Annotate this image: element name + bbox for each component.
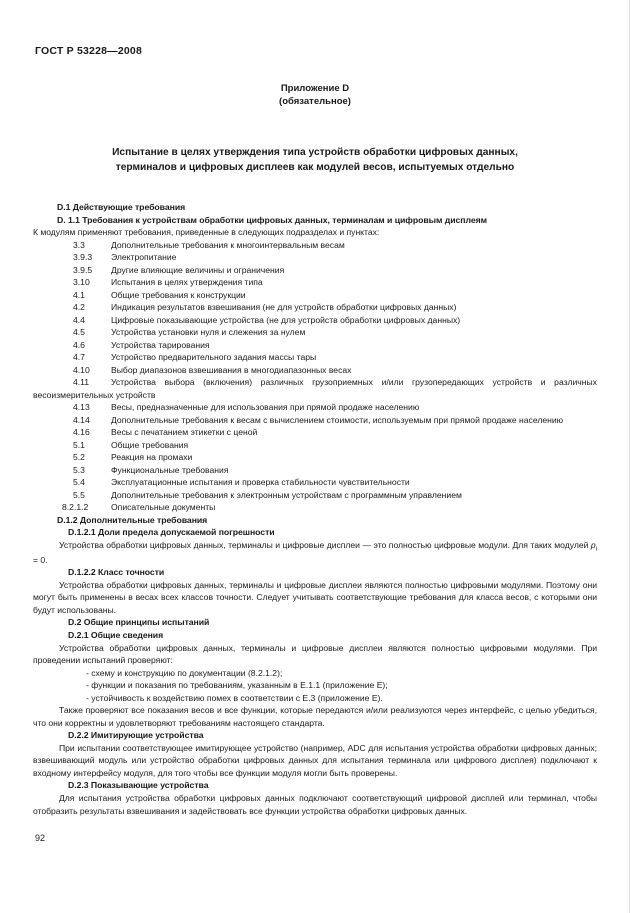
- symbol-p: p: [590, 540, 596, 551]
- requirement-label: Устройство предварительного задания массы тары: [111, 352, 317, 363]
- requirement-label: Реакция на промахи: [111, 452, 193, 463]
- requirement-number: 4.6: [73, 339, 85, 350]
- requirement-number: 3.9.5: [73, 264, 93, 275]
- requirement-row: [33, 489, 597, 502]
- document-body: [33, 201, 597, 817]
- requirement-row: [33, 476, 597, 489]
- requirement-number: 3.9.3: [73, 252, 93, 263]
- heading-d1: D.1 Действующие требования: [57, 201, 186, 212]
- requirement-row: [33, 301, 597, 314]
- paragraph-d2-1-second: Также проверяют все показания весов и все функции, которые передаются и/или реализуются через интерфейс, с целью убедиться, что они корректны и удовлетворяют требованиям настоящего стандарта.: [33, 705, 597, 728]
- requirement-row: [33, 364, 597, 377]
- heading-d2-3: D.2.3 Показывающие устройства: [68, 780, 209, 791]
- requirement-label: Устройства тарирования: [111, 339, 210, 350]
- check-item: - схему и конструкцию по документации (8.2.1.2);: [86, 667, 283, 678]
- requirement-label: Цифровые показывающие устройства (не для устройств обработки цифровых данных): [111, 314, 461, 325]
- heading-d1-2-2: D.1.2.2 Класс точности: [68, 567, 165, 578]
- requirement-number: 5.4: [73, 477, 85, 488]
- requirement-number: 3.10: [73, 277, 90, 288]
- requirement-number: 4.11: [73, 377, 90, 388]
- heading-d2-1: D.2.1 Общие сведения: [68, 630, 164, 641]
- requirement-row: [33, 401, 597, 414]
- paragraph-d1-2-1-text: Устройства обработки цифровых данных, терминалы и цифровые дисплеи — это полностью цифровые модули. Для таких модулей: [59, 540, 591, 551]
- paragraph-d2-1: Устройства обработки цифровых данных, терминалы и цифровые дисплеи являются полностью цифровыми модулями. При проведении испытаний проверяют:: [33, 642, 597, 666]
- page-title-line-1: Испытание в целях утверждения типа устройств обработки цифровых данных,: [112, 146, 518, 158]
- requirement-label: Дополнительные требования к весам с вычислением стоимости, используемым при прямой продаже населению: [111, 414, 564, 425]
- requirements-list: [33, 239, 597, 514]
- requirement-number: 4.4: [73, 314, 85, 325]
- requirement-row: [33, 351, 597, 364]
- requirement-row: [33, 251, 597, 264]
- requirement-row: [33, 264, 597, 277]
- requirement-number: 4.1: [73, 289, 85, 300]
- requirement-number: 4.16: [73, 427, 90, 438]
- requirement-number: 5.1: [73, 439, 85, 450]
- requirement-row: [33, 339, 597, 352]
- requirement-row: [33, 276, 597, 289]
- heading-d1-2-1: D.1.2.1 Доли предела допускаемой погрешности: [68, 527, 275, 538]
- requirement-number: 4.5: [73, 327, 85, 338]
- page-number: 92: [35, 833, 46, 843]
- heading-d1-1: D. 1.1 Требования к устройствам обработки цифровых данных, терминалам и цифровым дисплеям: [57, 214, 488, 225]
- requirement-label: Индикация результатов взвешивания (не для устройств обработки цифровых данных): [111, 302, 457, 313]
- requirement-row: [33, 464, 597, 477]
- requirement-label: Весы, предназначенные для использования при прямой продаже населению: [111, 402, 420, 413]
- requirement-label: Весы с печатанием этикетки с ценой: [111, 427, 258, 438]
- requirement-label: Испытания в целях утверждения типа: [111, 277, 263, 288]
- appendix-header: [33, 82, 597, 109]
- page-title-line-2: терминалов и цифровых дисплеев как модулей весов, испытуемых отдельно: [115, 162, 515, 174]
- requirement-label: Устройства выбора (включения) различных грузоприемных и/или грузопередающих устройств и различных весоизмерительных устройств: [33, 377, 597, 400]
- requirement-label: Общие требования к конструкции: [111, 289, 246, 300]
- requirement-row: [33, 326, 597, 339]
- requirement-number: 5.2: [73, 452, 85, 463]
- paragraph-d1-2-2: Устройства обработки цифровых данных, терминалы и цифровые дисплеи являются полностью цифровыми модулями. Поэтому они могут быть применены в весах всех классов точности. Следует учитывать соответствующие требования для класса весов, с которыми они будут использованы.: [33, 579, 597, 615]
- requirement-number: 4.10: [73, 364, 90, 375]
- requirement-label: Общие требования: [111, 439, 189, 450]
- paragraph-d1-2-1: [33, 539, 597, 566]
- requirement-row: [33, 451, 597, 464]
- symbol-p-subscript: i: [595, 545, 597, 553]
- requirement-label: Выбор диапазонов взвешивания в многодиапазонных весах: [111, 364, 352, 375]
- paragraph-d2-3: Для испытания устройства обработки цифровых данных подключают соответствующий цифровой дисплей или терминал, чтобы отобразить результаты взвешивания и задействовать все функции устройства обработки цифровых данных.: [33, 793, 597, 816]
- requirement-number: 8.2.1.2: [62, 502, 89, 513]
- page-content: [33, 0, 597, 817]
- requirement-label: Другие влияющие величины и ограничения: [111, 264, 285, 275]
- requirement-label: Электропитание: [111, 252, 177, 263]
- requirement-row: [33, 314, 597, 327]
- requirement-number: 4.13: [73, 402, 90, 413]
- requirement-number: 3.3: [73, 239, 85, 250]
- requirement-row: [33, 414, 597, 427]
- paragraph-d2-2: При испытании соответствующее имитирующее устройство (например, ADC для испытания устройства обработки цифровых данных; взвешивающий модуль или устройство обработки цифровых данных для испытания терминала или цифрового дисплея) подключают к входному интерфейсу модуля, для того чтобы все функции модуля могли быть проверены.: [33, 742, 597, 778]
- requirement-row: [33, 289, 597, 302]
- requirement-label: Дополнительные требования к многоинтервальным весам: [111, 239, 345, 250]
- standard-code: ГОСТ Р 53228—2008: [35, 45, 143, 57]
- requirement-number: 4.14: [73, 414, 90, 425]
- appendix-obligation: (обязательное): [279, 96, 351, 108]
- check-item: - функции и показания по требованиям, указанным в Е.1.1 (приложение Е);: [86, 680, 388, 691]
- requirement-number: 4.2: [73, 302, 85, 313]
- requirement-row: [33, 426, 597, 439]
- requirement-label: Дополнительные требования к электронным устройствам с программным управлением: [111, 489, 462, 500]
- requirement-number: 4.7: [73, 352, 85, 363]
- requirement-row: [33, 501, 597, 514]
- requirement-row: [33, 376, 597, 401]
- requirement-label: Устройства установки нуля и слежения за нулем: [111, 327, 306, 338]
- checks-list: [33, 667, 597, 705]
- heading-d2: D.2 Общие принципы испытаний: [68, 617, 210, 628]
- requirement-label: Функциональные требования: [111, 464, 229, 475]
- appendix-label: Приложение D: [280, 83, 350, 94]
- requirement-row: [33, 239, 597, 252]
- requirement-number: 5.5: [73, 489, 85, 500]
- heading-d2-2: D.2.2 Имитирующие устройства: [68, 730, 204, 741]
- page-title: [33, 145, 597, 176]
- paragraph-d1-2-1-tail: = 0.: [33, 554, 48, 565]
- requirement-row: [33, 439, 597, 452]
- heading-d1-2: D.1.2 Дополнительные требования: [57, 514, 208, 525]
- requirement-number: 5.3: [73, 464, 85, 475]
- requirement-label: Эксплуатационные испытания и проверка стабильности чувствительности: [111, 477, 410, 488]
- requirement-label: Описательные документы: [111, 502, 216, 513]
- paragraph-d1-1-intro: К модулям применяют требования, приведенные в следующих подразделах и пунктах:: [33, 227, 380, 238]
- check-item: - устойчивость к воздействию помех в соответствии с Е.3 (приложение Е).: [86, 692, 383, 703]
